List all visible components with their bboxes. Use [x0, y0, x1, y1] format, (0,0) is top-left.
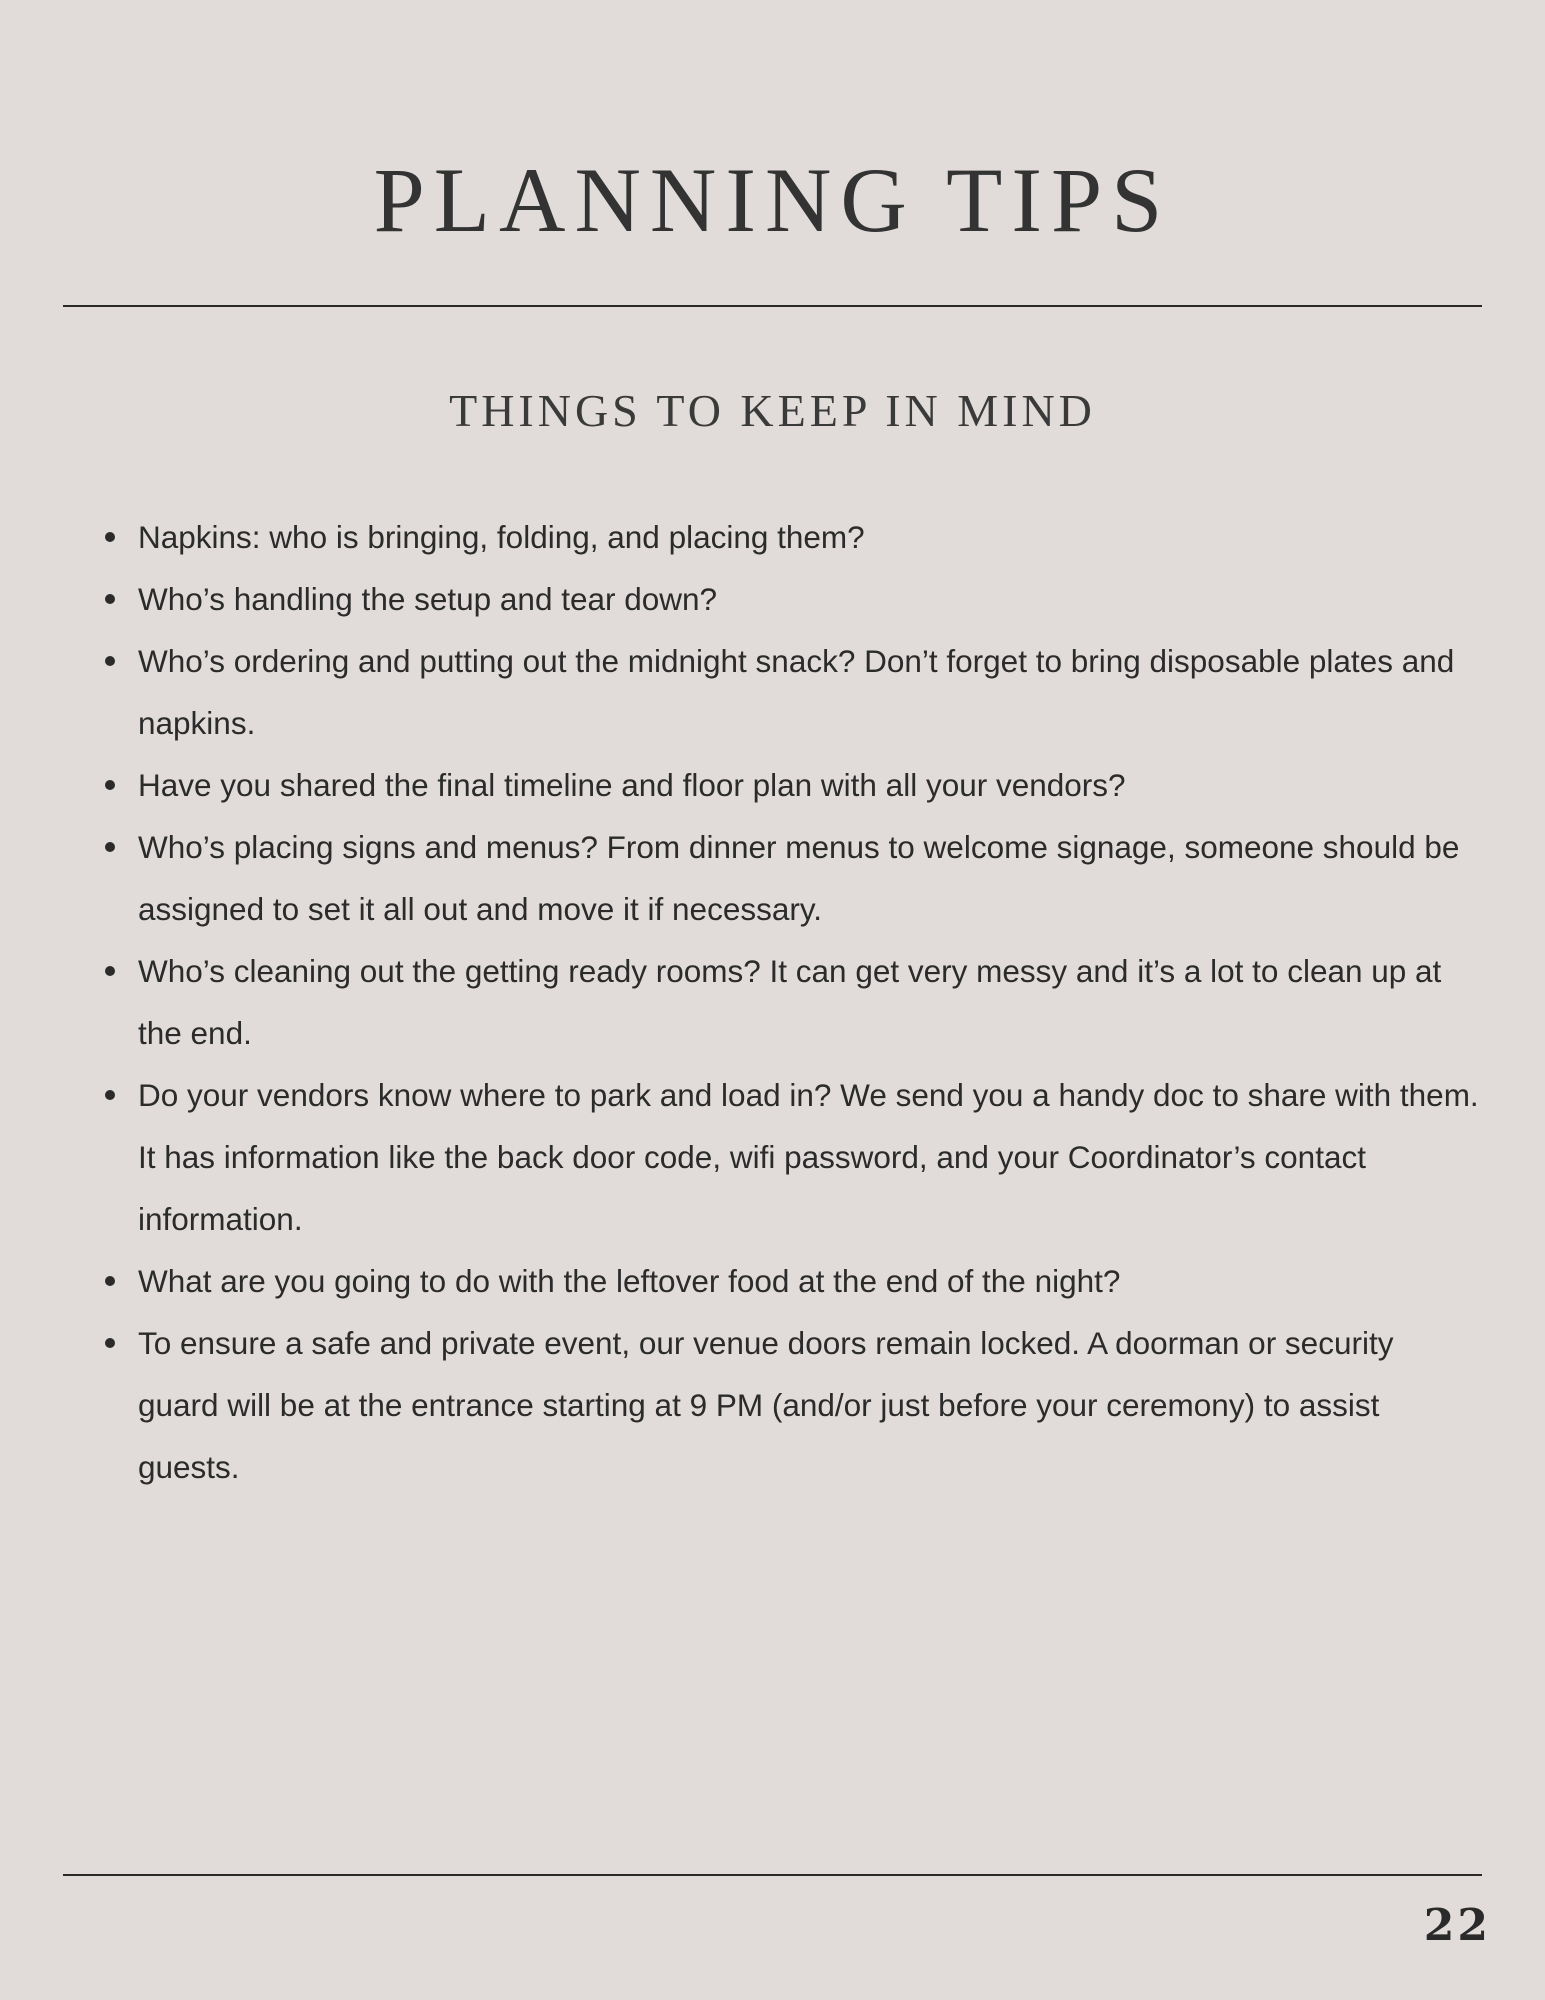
list-item [105, 754, 1480, 816]
bottom-divider [63, 1874, 1482, 1876]
bullet-icon [105, 966, 115, 976]
list-item [105, 940, 1480, 1064]
tip-text: Who’s cleaning out the getting ready rooms? It can get very messy and it’s a lot to clean up at the end. [138, 953, 1442, 1051]
tip-text: Do your vendors know where to park and load in? We send you a handy doc to share with them. It has information like the back door code, wifi password, and your Coordinator’s contact information. [138, 1077, 1479, 1237]
list-item [105, 1250, 1480, 1312]
bullet-icon [105, 1276, 115, 1286]
bullet-icon [105, 532, 115, 542]
bullet-icon [105, 656, 115, 666]
list-item [105, 568, 1480, 630]
tip-text: To ensure a safe and private event, our venue doors remain locked. A doorman or security guard will be at the entrance starting at 9 PM (and/or just before your ceremony) to assist guests. [138, 1325, 1394, 1485]
section-subtitle: THINGS TO KEEP IN MIND [449, 385, 1096, 436]
top-divider [63, 305, 1482, 307]
bullet-icon [105, 594, 115, 604]
tip-text: Who’s placing signs and menus? From dinner menus to welcome signage, someone should be assigned to set it all out and move it if necessary. [138, 829, 1460, 927]
bullet-icon [105, 842, 115, 852]
page-number: 22 [1423, 1900, 1491, 1951]
tip-text: What are you going to do with the leftover food at the end of the night? [138, 1263, 1121, 1299]
tip-text: Have you shared the final timeline and floor plan with all your vendors? [138, 767, 1126, 803]
list-item [105, 1312, 1480, 1498]
tip-text: Who’s ordering and putting out the midnight snack? Don’t forget to bring disposable plates and napkins. [138, 643, 1455, 741]
bullet-icon [105, 1090, 115, 1100]
list-item [105, 816, 1480, 940]
list-item [105, 630, 1480, 754]
bullet-icon [105, 780, 115, 790]
tip-text: Who’s handling the setup and tear down? [138, 581, 718, 617]
tip-text: Napkins: who is bringing, folding, and placing them? [138, 519, 865, 555]
list-item [105, 506, 1480, 568]
list-item [105, 1064, 1480, 1250]
page-title: PLANNING TIPS [373, 149, 1172, 251]
tips-list [105, 506, 1480, 1498]
bullet-icon [105, 1338, 115, 1348]
